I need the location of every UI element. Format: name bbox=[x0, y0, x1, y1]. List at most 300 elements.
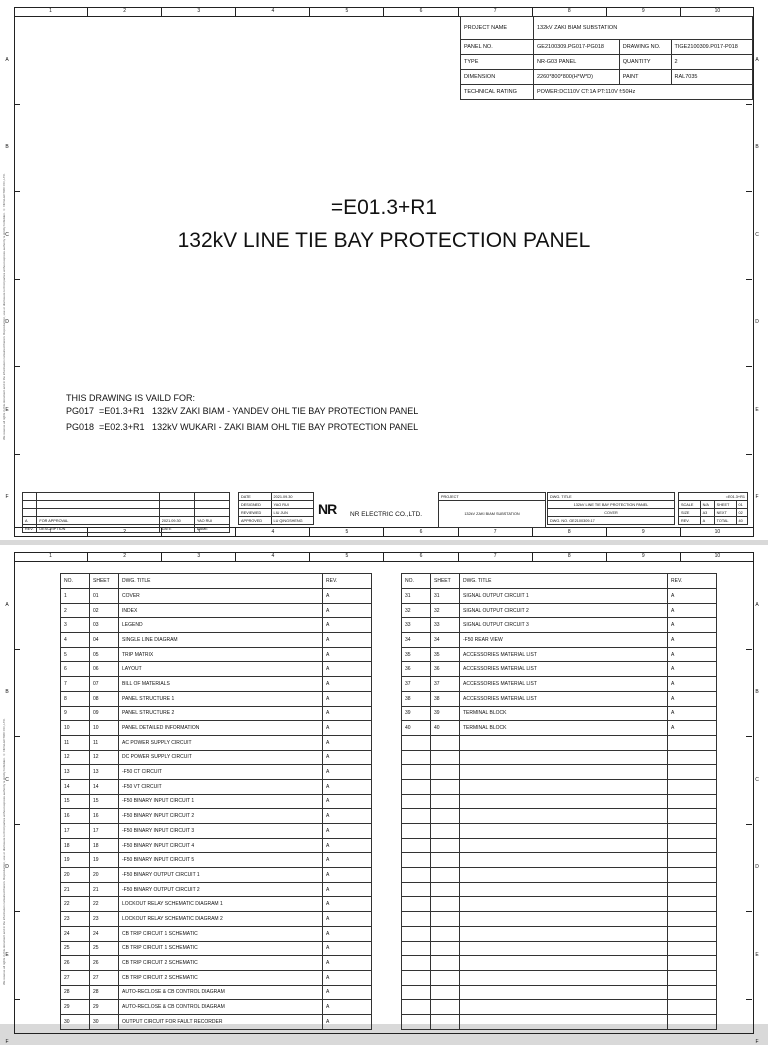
index-row bbox=[61, 677, 372, 692]
index-cell: CB TRIP CIRCUIT 1 SCHEMATIC bbox=[119, 926, 323, 941]
index-cell bbox=[431, 1000, 460, 1015]
row-tick bbox=[14, 279, 20, 280]
index-row bbox=[61, 765, 372, 780]
index-cell: 01 bbox=[90, 589, 119, 604]
total-value: 40 bbox=[736, 517, 747, 525]
project-info-table bbox=[460, 16, 753, 100]
index-cell: A bbox=[323, 985, 372, 1000]
index-cell bbox=[460, 941, 668, 956]
project-name-value: 132kV ZAKI BIAM SUBSTATION bbox=[534, 17, 753, 40]
index-cell bbox=[402, 956, 431, 971]
index-row bbox=[61, 589, 372, 604]
row-marker: E bbox=[5, 406, 9, 413]
index-cell bbox=[402, 765, 431, 780]
index-cell: 13 bbox=[61, 765, 90, 780]
index-cell: 21 bbox=[90, 882, 119, 897]
index-row bbox=[61, 721, 372, 736]
index-cell: 3 bbox=[61, 618, 90, 633]
copyright-note: We reserve all rights in this document and in the information contained therein. Reproduction, use or disclosure to third parties without express authority is strictly forbidden. © NR ELECTRIC CO.,LTD. bbox=[2, 173, 6, 440]
column-marker: 8 bbox=[533, 552, 607, 561]
index-cell: A bbox=[323, 956, 372, 971]
index-cell: A bbox=[323, 853, 372, 868]
dwg-no-value: GE2100309.17 bbox=[569, 518, 595, 523]
row-marker: D bbox=[755, 864, 759, 871]
index-cell: LEGEND bbox=[119, 618, 323, 633]
row-marker: D bbox=[755, 319, 759, 326]
designed-label: DESIGNED bbox=[239, 501, 272, 509]
index-cell: -F50 BINARY INPUT CIRCUIT 5 bbox=[119, 853, 323, 868]
index-cell: A bbox=[668, 589, 717, 604]
next-label: NEXT bbox=[714, 509, 736, 517]
index-cell: 18 bbox=[61, 838, 90, 853]
panel-designation: =E01.3+R1 bbox=[330, 196, 438, 219]
date-row-label: DATE bbox=[239, 493, 272, 501]
index-row bbox=[402, 721, 717, 736]
index-cell: A bbox=[323, 941, 372, 956]
date-row-value: 2021.09.30 bbox=[271, 493, 314, 501]
index-cell bbox=[402, 985, 431, 1000]
rev-label: REV. bbox=[679, 517, 701, 525]
column-marker: 10 bbox=[714, 529, 721, 535]
designed-by: YAO RUI bbox=[271, 501, 314, 509]
index-cell: 22 bbox=[90, 897, 119, 912]
column-marker: 1 bbox=[14, 7, 88, 16]
index-cell: A bbox=[323, 721, 372, 736]
index-cell: ACCESSORIES MATERIAL LIST bbox=[460, 647, 668, 662]
index-cell bbox=[460, 838, 668, 853]
index-row bbox=[402, 824, 717, 839]
index-cell: A bbox=[323, 912, 372, 927]
row-marker: C bbox=[5, 231, 9, 238]
index-cell: 27 bbox=[61, 970, 90, 985]
index-cell: 40 bbox=[402, 721, 431, 736]
index-cell: 28 bbox=[61, 985, 90, 1000]
index-cell bbox=[402, 853, 431, 868]
index-cell bbox=[402, 838, 431, 853]
index-cell bbox=[431, 970, 460, 985]
index-cell: 38 bbox=[431, 691, 460, 706]
index-cell bbox=[431, 824, 460, 839]
index-cell: CB TRIP CIRCUIT 2 SCHEMATIC bbox=[119, 970, 323, 985]
index-cell: 33 bbox=[402, 618, 431, 633]
dwg-subtitle: COVER bbox=[548, 509, 675, 517]
row-tick bbox=[14, 911, 20, 912]
row-tick bbox=[14, 454, 20, 455]
column-marker: 8 bbox=[533, 7, 607, 16]
index-cell bbox=[460, 970, 668, 985]
column-marker: 9 bbox=[607, 528, 681, 537]
index-cell bbox=[402, 735, 431, 750]
revision-table bbox=[22, 492, 230, 533]
index-cell: AUTO-RECLOSE & CB CONTROL DIAGRAM bbox=[119, 985, 323, 1000]
index-cell: -F50 BINARY INPUT CIRCUIT 3 bbox=[119, 824, 323, 839]
row-marker: C bbox=[755, 776, 759, 783]
index-cell bbox=[460, 1000, 668, 1015]
index-header-cell: DWG. TITLE bbox=[119, 574, 323, 589]
index-header-cell: DWG. TITLE bbox=[460, 574, 668, 589]
index-cell bbox=[431, 838, 460, 853]
index-cell bbox=[431, 882, 460, 897]
index-cell bbox=[431, 956, 460, 971]
index-cell: 29 bbox=[90, 1000, 119, 1015]
index-cell: 26 bbox=[90, 956, 119, 971]
index-row bbox=[61, 750, 372, 765]
index-row bbox=[402, 897, 717, 912]
index-cell: -F50 BINARY INPUT CIRCUIT 2 bbox=[119, 809, 323, 824]
index-cell: A bbox=[668, 647, 717, 662]
column-marker: 5 bbox=[310, 7, 384, 16]
index-cell bbox=[402, 750, 431, 765]
row-tick bbox=[14, 191, 20, 192]
row-marker: E bbox=[5, 951, 9, 958]
index-row bbox=[402, 794, 717, 809]
column-marker: 7 bbox=[459, 528, 533, 537]
project-value: 132kV ZAKI BIAM SUBSTATION bbox=[439, 501, 546, 528]
index-header-cell: NO. bbox=[61, 574, 90, 589]
index-cell: 34 bbox=[431, 633, 460, 648]
column-marker: 9 bbox=[607, 7, 681, 16]
index-row bbox=[61, 824, 372, 839]
copyright-note: We reserve all rights in this document and in the information contained therein. Reproduction, use or disclosure to third parties without express authority is strictly forbidden. © NR ELECTRIC CO.,LTD. bbox=[2, 718, 6, 985]
column-marker: 6 bbox=[384, 528, 458, 537]
index-cell: -F50 CT CIRCUIT bbox=[119, 765, 323, 780]
row-tick bbox=[14, 366, 20, 367]
index-table-right bbox=[401, 573, 717, 1030]
index-cell: 02 bbox=[90, 603, 119, 618]
index-cell bbox=[402, 809, 431, 824]
index-cell: SINGLE LINE DIAGRAM bbox=[119, 633, 323, 648]
row-marker: C bbox=[5, 776, 9, 783]
index-cell: A bbox=[323, 809, 372, 824]
index-cell: -F50 BINARY OUTPUT CIRCUIT 2 bbox=[119, 882, 323, 897]
index-cell: 30 bbox=[90, 1014, 119, 1029]
index-cell: SIGNAL OUTPUT CIRCUIT 2 bbox=[460, 603, 668, 618]
index-cell: -F50 VT CIRCUIT bbox=[119, 779, 323, 794]
index-cell bbox=[460, 853, 668, 868]
index-cell bbox=[402, 912, 431, 927]
index-row bbox=[61, 794, 372, 809]
row-marker: C bbox=[755, 231, 759, 238]
index-cell: 9 bbox=[61, 706, 90, 721]
quantity-label: QUANTITY bbox=[619, 55, 671, 70]
column-marker: 4 bbox=[236, 7, 310, 16]
index-row bbox=[402, 882, 717, 897]
index-cell: 19 bbox=[61, 853, 90, 868]
approved-label: APPROVED bbox=[239, 517, 272, 525]
index-row bbox=[61, 1014, 372, 1029]
index-cell: 35 bbox=[431, 647, 460, 662]
index-cell: 34 bbox=[402, 633, 431, 648]
row-tick bbox=[746, 824, 752, 825]
index-header-cell: SHEET bbox=[431, 574, 460, 589]
row-tick bbox=[14, 104, 20, 105]
index-header-cell: REV. bbox=[668, 574, 717, 589]
technical-rating-label: TECHNICAL RATING bbox=[461, 85, 534, 100]
index-row bbox=[61, 618, 372, 633]
validity-line-2: PG018 =E02.3+R1 132kV WUKARI - ZAKI BIAM OHL TIE BAY PROTECTION PANEL bbox=[66, 422, 419, 432]
column-marker: 1 bbox=[14, 528, 88, 537]
index-cell: 16 bbox=[90, 809, 119, 824]
row-marker: A bbox=[755, 56, 759, 63]
index-cell bbox=[431, 750, 460, 765]
column-marker: 1 bbox=[14, 552, 88, 561]
row-tick bbox=[746, 191, 752, 192]
index-cell: INDEX bbox=[119, 603, 323, 618]
index-cell: A bbox=[668, 603, 717, 618]
index-row bbox=[402, 633, 717, 648]
index-table-left bbox=[60, 573, 372, 1030]
index-cell: ACCESSORIES MATERIAL LIST bbox=[460, 662, 668, 677]
index-cell: 2 bbox=[61, 603, 90, 618]
index-row bbox=[61, 941, 372, 956]
index-cell bbox=[402, 868, 431, 883]
column-marker: 8 bbox=[533, 528, 607, 537]
index-cell bbox=[460, 897, 668, 912]
index-row bbox=[402, 970, 717, 985]
company-name: NR ELECTRIC CO.,LTD. bbox=[350, 511, 423, 518]
index-row bbox=[402, 985, 717, 1000]
index-cell: 05 bbox=[90, 647, 119, 662]
column-marker: 4 bbox=[236, 528, 310, 537]
date-header: DATE bbox=[159, 525, 194, 533]
index-cell: 33 bbox=[431, 618, 460, 633]
technical-rating-value: POWER:DC110V CT:1A PT:110V f:50Hz bbox=[534, 85, 753, 100]
index-cell: OUTPUT CIRCUIT FOR FAULT RECORDER bbox=[119, 1014, 323, 1029]
index-cell bbox=[668, 765, 717, 780]
index-cell bbox=[668, 970, 717, 985]
index-cell bbox=[668, 882, 717, 897]
index-cell: 38 bbox=[402, 691, 431, 706]
index-cell: 39 bbox=[431, 706, 460, 721]
row-tick bbox=[14, 736, 20, 737]
index-cell: A bbox=[323, 735, 372, 750]
index-cell: 23 bbox=[61, 912, 90, 927]
index-cell bbox=[402, 794, 431, 809]
index-row bbox=[61, 603, 372, 618]
row-tick bbox=[14, 999, 20, 1000]
index-cell: 18 bbox=[90, 838, 119, 853]
rev-a-description: FOR APPROVAL bbox=[37, 517, 159, 525]
index-cell bbox=[460, 868, 668, 883]
index-cell: PANEL STRUCTURE 1 bbox=[119, 691, 323, 706]
dwg-title-label: DWG. TITLE bbox=[548, 493, 675, 501]
index-cell: A bbox=[323, 706, 372, 721]
row-marker: A bbox=[5, 601, 9, 608]
index-cell: 4 bbox=[61, 633, 90, 648]
index-cell: ACCESSORIES MATERIAL LIST bbox=[460, 677, 668, 692]
project-block bbox=[438, 492, 546, 528]
index-cell bbox=[668, 912, 717, 927]
index-row bbox=[61, 897, 372, 912]
index-cell: 6 bbox=[61, 662, 90, 677]
index-cell bbox=[668, 868, 717, 883]
index-cell bbox=[402, 926, 431, 941]
index-cell bbox=[460, 1014, 668, 1029]
index-cell: A bbox=[668, 691, 717, 706]
index-cell: 06 bbox=[90, 662, 119, 677]
index-cell: PANEL DETAILED INFORMATION bbox=[119, 721, 323, 736]
reviewed-by: LIU JUN bbox=[271, 509, 314, 517]
index-cell: -F50 BINARY INPUT CIRCUIT 1 bbox=[119, 794, 323, 809]
sheet-label: SHEET bbox=[714, 501, 736, 509]
index-row bbox=[402, 838, 717, 853]
dimension-value: 2260*800*800(H*W*D) bbox=[534, 70, 620, 85]
drawing-no-label: DRAWING NO. bbox=[619, 40, 671, 55]
index-row bbox=[61, 1000, 372, 1015]
index-cell bbox=[668, 809, 717, 824]
index-row bbox=[61, 956, 372, 971]
index-cell bbox=[402, 882, 431, 897]
index-cell: 27 bbox=[90, 970, 119, 985]
sheet-designation: =E01.3+R1 bbox=[679, 493, 748, 501]
index-cell bbox=[402, 824, 431, 839]
index-cell: 35 bbox=[402, 647, 431, 662]
index-cell: 20 bbox=[61, 868, 90, 883]
row-marker: E bbox=[755, 406, 759, 413]
index-cell: LOCKOUT RELAY SCHEMATIC DIAGRAM 1 bbox=[119, 897, 323, 912]
row-marker: F bbox=[5, 1039, 9, 1045]
index-cell: LAYOUT bbox=[119, 662, 323, 677]
index-row bbox=[402, 750, 717, 765]
index-cell: 36 bbox=[402, 662, 431, 677]
rev-a-name: YAO RUI bbox=[194, 517, 229, 525]
column-marker: 5 bbox=[310, 552, 384, 561]
drawing-no-value: TIGE2100309.P017-P018 bbox=[671, 40, 753, 55]
index-row bbox=[61, 633, 372, 648]
paint-value: RAL7035 bbox=[671, 70, 753, 85]
index-cell: A bbox=[323, 750, 372, 765]
column-marker: 10 bbox=[714, 553, 721, 559]
index-row bbox=[402, 1000, 717, 1015]
index-cell: COVER bbox=[119, 589, 323, 604]
row-tick bbox=[746, 911, 752, 912]
index-cell bbox=[668, 735, 717, 750]
index-row bbox=[61, 647, 372, 662]
index-cell bbox=[431, 912, 460, 927]
row-tick bbox=[746, 736, 752, 737]
index-cell: 20 bbox=[90, 868, 119, 883]
index-row bbox=[402, 926, 717, 941]
index-row bbox=[402, 589, 717, 604]
index-cell: 29 bbox=[61, 1000, 90, 1015]
index-cell bbox=[668, 824, 717, 839]
row-tick bbox=[746, 454, 752, 455]
index-cell bbox=[431, 985, 460, 1000]
index-row bbox=[402, 706, 717, 721]
index-cell: A bbox=[323, 1014, 372, 1029]
row-tick bbox=[746, 999, 752, 1000]
index-cell: A bbox=[668, 677, 717, 692]
index-header-cell: SHEET bbox=[90, 574, 119, 589]
index-cell bbox=[431, 735, 460, 750]
index-cell: 08 bbox=[90, 691, 119, 706]
index-row bbox=[61, 912, 372, 927]
index-cell: A bbox=[323, 882, 372, 897]
index-cell: 36 bbox=[431, 662, 460, 677]
index-cell bbox=[668, 985, 717, 1000]
index-cell: A bbox=[323, 1000, 372, 1015]
index-cell: A bbox=[323, 765, 372, 780]
index-cell: 39 bbox=[402, 706, 431, 721]
index-cell: CB TRIP CIRCUIT 1 SCHEMATIC bbox=[119, 941, 323, 956]
rev-header: REV. bbox=[23, 525, 37, 533]
index-header-cell: REV. bbox=[323, 574, 372, 589]
index-row bbox=[61, 691, 372, 706]
index-cell bbox=[431, 897, 460, 912]
index-cell bbox=[460, 750, 668, 765]
index-cell: A bbox=[323, 794, 372, 809]
index-cell: A bbox=[323, 677, 372, 692]
index-cell: 14 bbox=[61, 779, 90, 794]
index-cell: 25 bbox=[61, 941, 90, 956]
index-cell: A bbox=[323, 926, 372, 941]
index-cell: 10 bbox=[61, 721, 90, 736]
index-cell bbox=[460, 956, 668, 971]
index-cell: 30 bbox=[61, 1014, 90, 1029]
row-marker: A bbox=[5, 56, 9, 63]
dwg-no-label: DWG. NO. bbox=[550, 518, 569, 523]
index-row bbox=[402, 956, 717, 971]
index-cell: A bbox=[323, 779, 372, 794]
index-row bbox=[61, 779, 372, 794]
index-cell: TERMINAL BLOCK bbox=[460, 706, 668, 721]
index-cell: TERMINAL BLOCK bbox=[460, 721, 668, 736]
drawing-title-block bbox=[547, 492, 675, 525]
index-row bbox=[402, 1014, 717, 1029]
index-cell: 15 bbox=[61, 794, 90, 809]
index-cell bbox=[460, 794, 668, 809]
row-marker: E bbox=[755, 951, 759, 958]
index-cell: 37 bbox=[431, 677, 460, 692]
index-cell bbox=[402, 1014, 431, 1029]
index-row bbox=[402, 677, 717, 692]
column-marker: 3 bbox=[162, 7, 236, 16]
index-cell: -F50 BINARY INPUT CIRCUIT 4 bbox=[119, 838, 323, 853]
panel-no-label: PANEL NO. bbox=[461, 40, 534, 55]
project-label: PROJECT bbox=[439, 493, 546, 501]
index-cell: A bbox=[323, 633, 372, 648]
panel-no-value: GE2100309.PG017-PG018 bbox=[534, 40, 620, 55]
row-marker: B bbox=[5, 689, 9, 696]
index-row bbox=[61, 838, 372, 853]
index-cell: -F50 REAR VIEW bbox=[460, 633, 668, 648]
index-cell: 03 bbox=[90, 618, 119, 633]
index-cell bbox=[668, 897, 717, 912]
index-cell: A bbox=[323, 589, 372, 604]
index-cell: 24 bbox=[90, 926, 119, 941]
index-row bbox=[402, 853, 717, 868]
index-header-row bbox=[61, 574, 372, 589]
column-marker: 7 bbox=[459, 552, 533, 561]
row-tick bbox=[14, 824, 20, 825]
column-marker: 6 bbox=[384, 552, 458, 561]
row-tick bbox=[746, 366, 752, 367]
index-cell: 31 bbox=[431, 589, 460, 604]
index-cell bbox=[431, 926, 460, 941]
index-cell bbox=[431, 853, 460, 868]
index-row bbox=[61, 706, 372, 721]
index-cell: DC POWER SUPPLY CIRCUIT bbox=[119, 750, 323, 765]
index-cell: 15 bbox=[90, 794, 119, 809]
column-marker: 7 bbox=[459, 7, 533, 16]
index-cell bbox=[460, 765, 668, 780]
index-cell: 28 bbox=[90, 985, 119, 1000]
column-marker: 2 bbox=[88, 528, 162, 537]
index-cell: PANEL STRUCTURE 2 bbox=[119, 706, 323, 721]
index-row bbox=[402, 691, 717, 706]
index-cell: SIGNAL OUTPUT CIRCUIT 3 bbox=[460, 618, 668, 633]
index-cell: CB TRIP CIRCUIT 2 SCHEMATIC bbox=[119, 956, 323, 971]
